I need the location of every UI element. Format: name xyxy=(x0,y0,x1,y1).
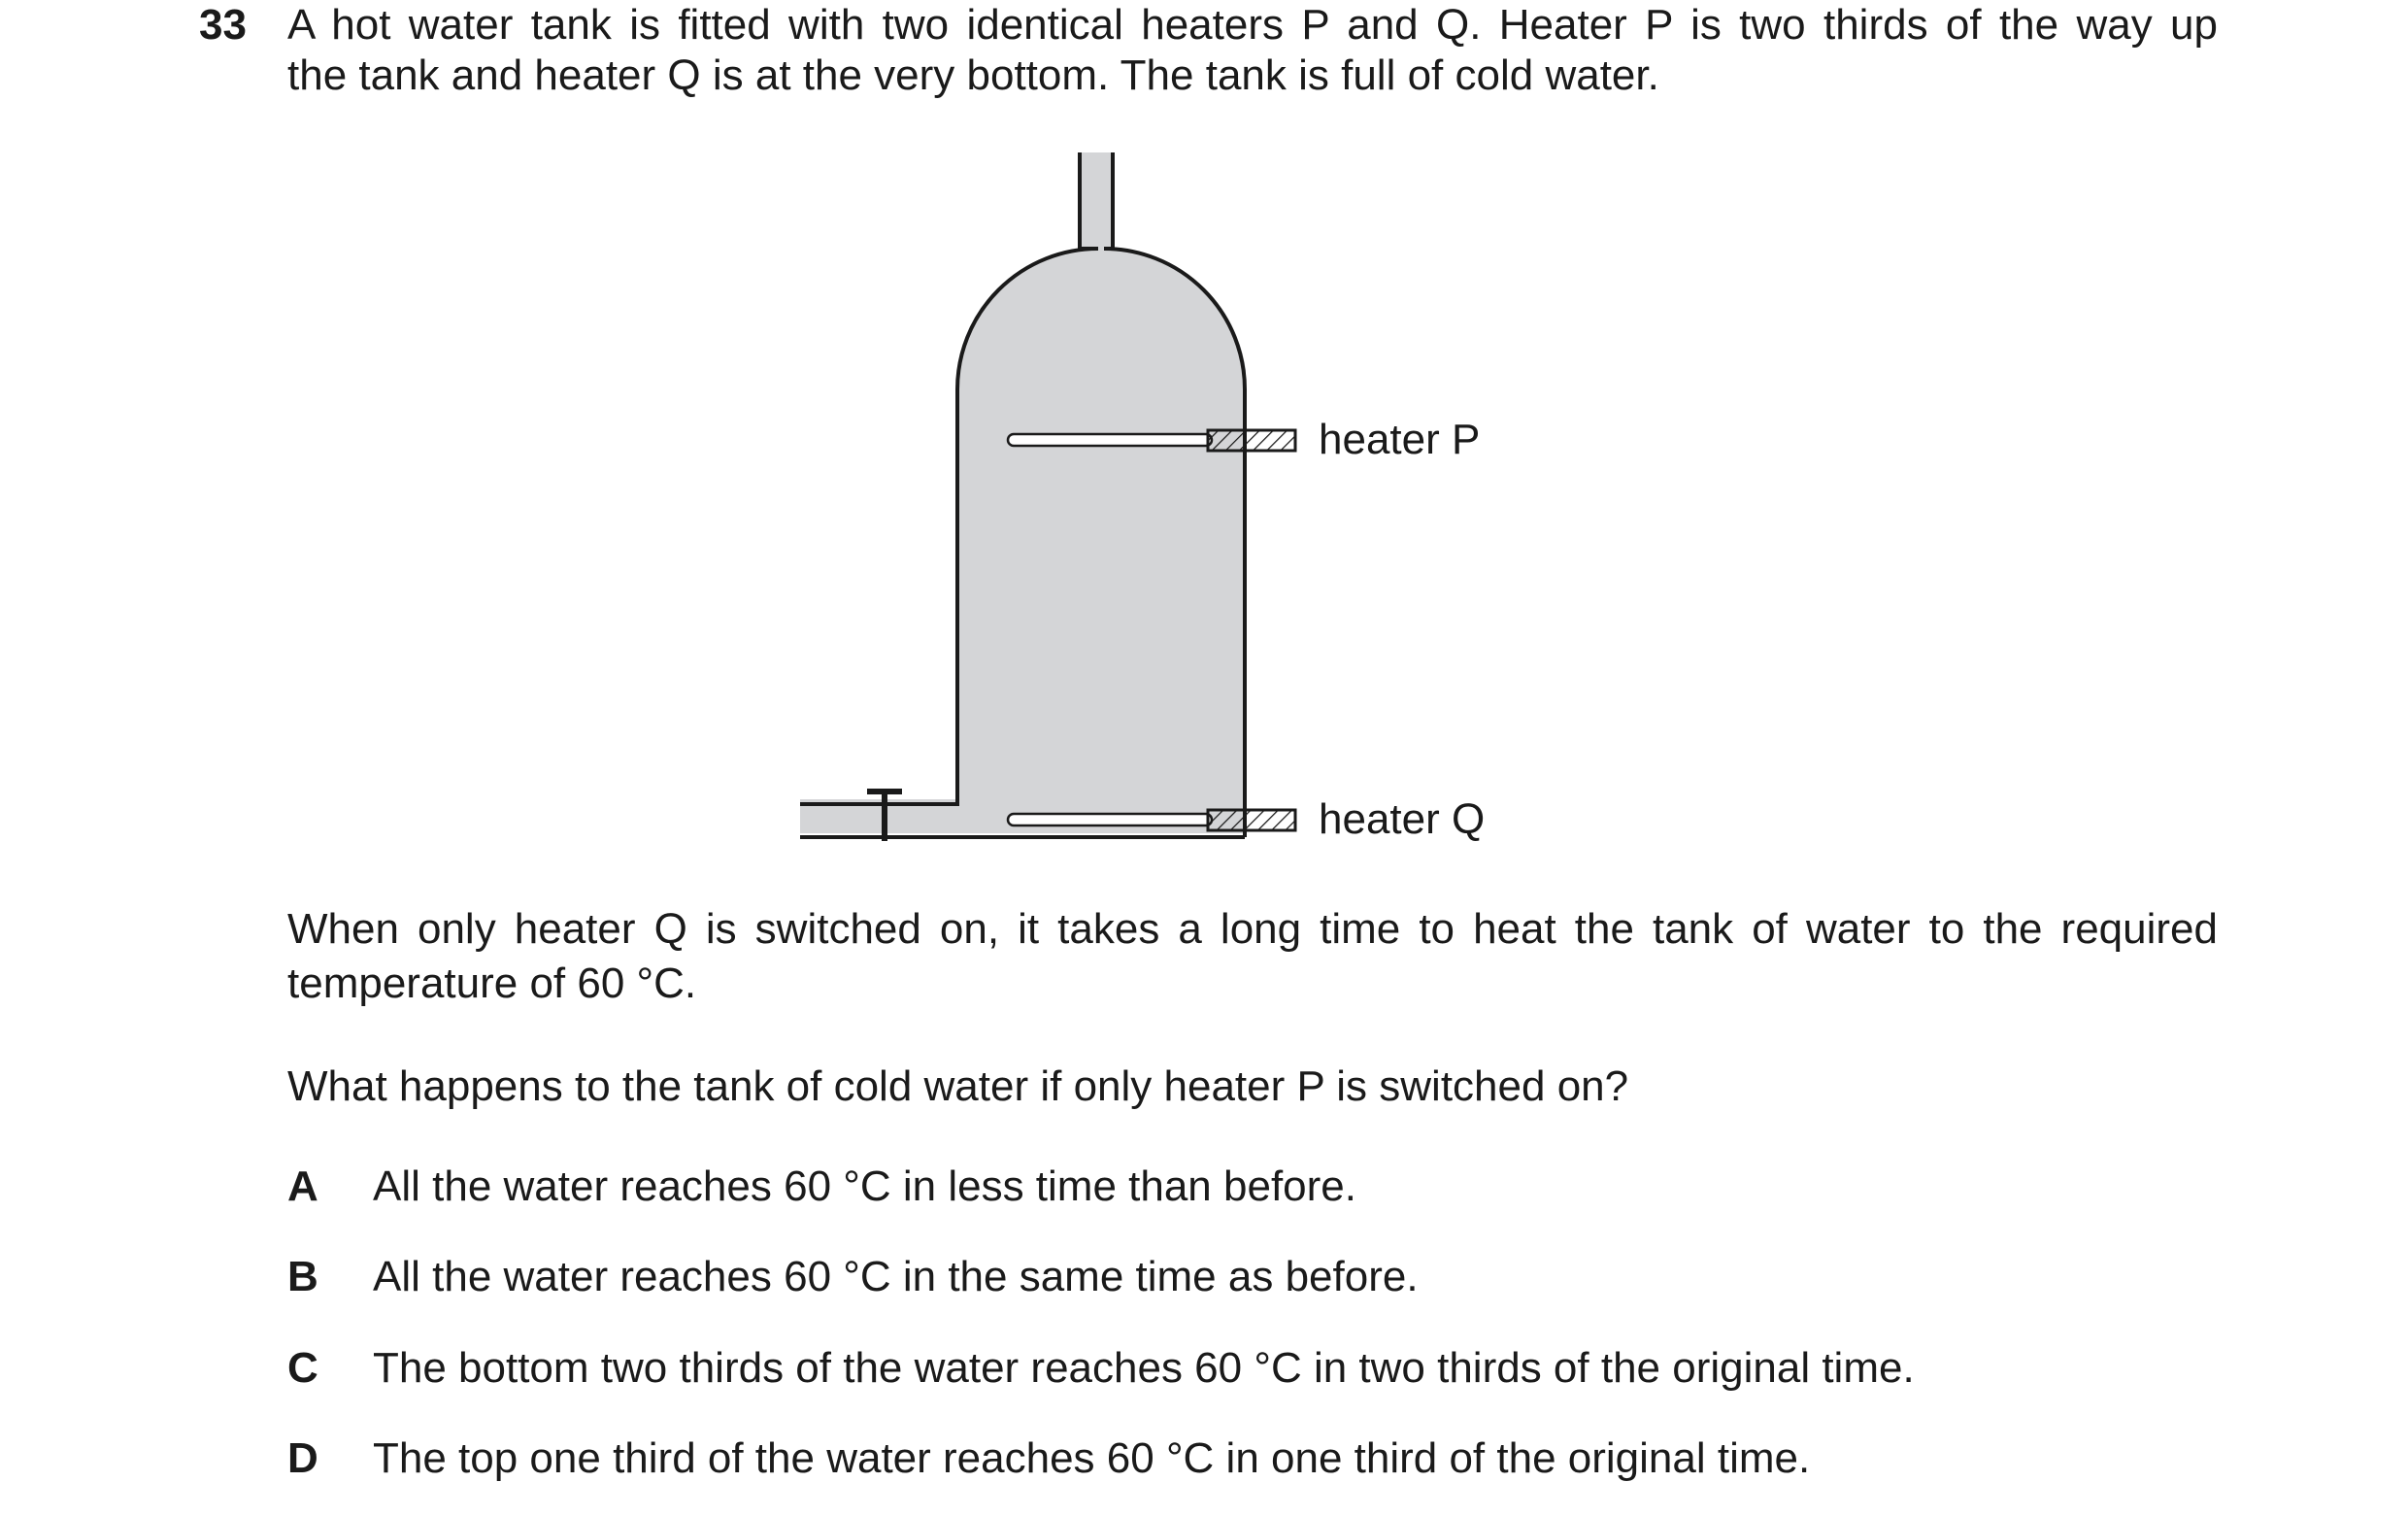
option-c[interactable] xyxy=(287,1343,1915,1394)
option-b-text: All the water reaches 60 °C in the same time as before. xyxy=(373,1253,1419,1300)
heater-p-label: heater P xyxy=(1319,416,1481,463)
option-d-letter: D xyxy=(287,1434,318,1482)
option-a-letter: A xyxy=(287,1162,318,1210)
heater-q-label: heater Q xyxy=(1319,795,1486,843)
option-b[interactable] xyxy=(287,1252,1419,1302)
scenario-line-1: When only heater Q is switched on, it takes a long time to heat the tank of water to the required xyxy=(287,905,2218,953)
option-d[interactable] xyxy=(287,1433,1810,1484)
stem-line-2: the tank and heater Q is at the very bottom. The tank is full of cold water. xyxy=(287,51,1659,99)
scenario-line-2: temperature of 60 °C. xyxy=(287,960,697,1007)
option-c-text: The bottom two thirds of the water reaches 60 °C in two thirds of the original time. xyxy=(373,1344,1915,1392)
option-c-letter: C xyxy=(287,1344,318,1392)
stem-line-1: A hot water tank is fitted with two identical heaters P and Q. Heater P is two thirds of the way up xyxy=(287,1,2218,49)
question-prompt-text: What happens to the tank of cold water if only heater P is switched on? xyxy=(287,1062,1629,1110)
tank-body xyxy=(800,152,1246,833)
option-d-text: The top one third of the water reaches 60 °C in one third of the original time. xyxy=(373,1434,1811,1482)
scenario-paragraph xyxy=(287,902,2218,1011)
question-number: 33 xyxy=(199,1,247,49)
question-prompt xyxy=(287,1060,2218,1114)
option-b-letter: B xyxy=(287,1253,318,1300)
option-a[interactable] xyxy=(287,1162,1356,1212)
option-a-text: All the water reaches 60 °C in less time than before. xyxy=(373,1162,1356,1210)
